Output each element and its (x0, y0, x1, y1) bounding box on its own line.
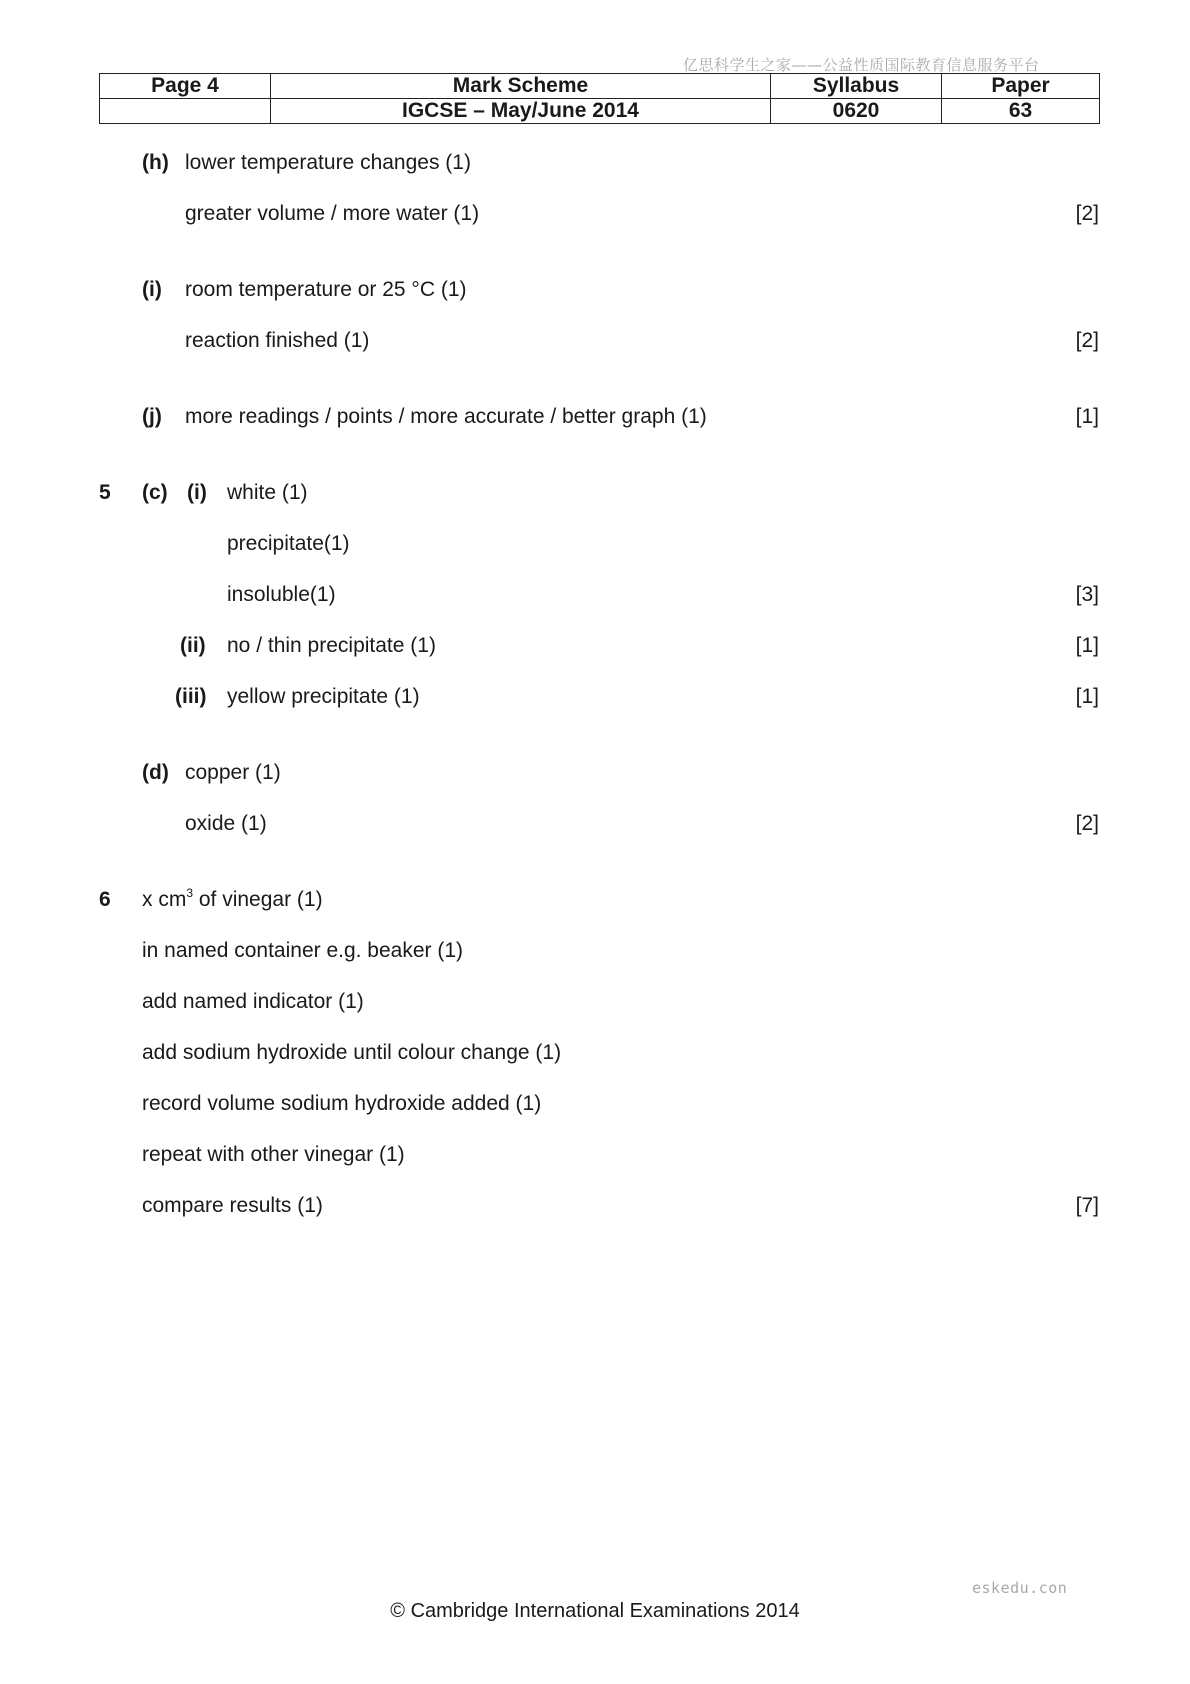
q6-line4: add sodium hydroxide until colour change (1) (142, 1041, 562, 1064)
q4j-mark: [1] (1075, 405, 1099, 428)
header-paper: Paper (942, 74, 1100, 99)
q4i-line2: reaction finished (1) (185, 329, 370, 352)
q5ci-line1: white (1) (227, 481, 308, 504)
watermark-bottom: eskedu.con (972, 1579, 1068, 1597)
q4h-line2: greater volume / more water (1) (185, 202, 480, 225)
q4i-line1: room temperature or 25 °C (1) (185, 278, 467, 301)
q6-line1-superscript: 3 (186, 886, 194, 900)
q4h-label: (h) (142, 151, 169, 174)
q6-line7: compare results (1) (142, 1194, 323, 1217)
q5ci-mark: [3] (1075, 583, 1099, 606)
header-table (99, 73, 1100, 124)
footer-copyright: © Cambridge International Examinations 2014 (390, 1600, 800, 1622)
header-exam: IGCSE – May/June 2014 (271, 99, 771, 124)
q6-mark: [7] (1075, 1194, 1099, 1217)
q4j-line1: more readings / points / more accurate / better graph (1) (185, 405, 707, 428)
q5cii-mark: [1] (1075, 634, 1099, 657)
header-paper-number: 63 (942, 99, 1100, 124)
q5ci-line3: insoluble(1) (227, 583, 336, 606)
q4h-mark: [2] (1075, 202, 1099, 225)
q4h-line1: lower temperature changes (1) (185, 151, 471, 174)
q6-line1-post: of vinegar (1) (193, 888, 323, 911)
q5cii-line1: no / thin precipitate (1) (227, 634, 436, 657)
q5ci-label: (i) (187, 481, 207, 504)
q6-line2: in named container e.g. beaker (1) (142, 939, 464, 962)
q5ciii-line1: yellow precipitate (1) (227, 685, 420, 708)
q6-line5: record volume sodium hydroxide added (1) (142, 1092, 542, 1115)
q6-number: 6 (99, 888, 111, 911)
header-mark-scheme: Mark Scheme (271, 74, 771, 99)
q5ciii-mark: [1] (1075, 685, 1099, 708)
header-empty-cell (100, 99, 271, 124)
q6-line1 (142, 888, 323, 912)
q5ciii-label: (iii) (175, 685, 207, 708)
header-page: Page 4 (100, 74, 271, 99)
q5c-label: (c) (142, 481, 168, 504)
watermark-top: 亿思科学生之家——公益性质国际教育信息服务平台 (683, 56, 1040, 74)
header-syllabus: Syllabus (771, 74, 942, 99)
q6-line6: repeat with other vinegar (1) (142, 1143, 405, 1166)
q5d-label: (d) (142, 761, 169, 784)
q6-line1-pre: x cm (142, 888, 187, 911)
q5-number: 5 (99, 481, 111, 504)
q5d-line1: copper (1) (185, 761, 281, 784)
q6-line3: add named indicator (1) (142, 990, 364, 1013)
q5d-line2: oxide (1) (185, 812, 267, 835)
q5cii-label: (ii) (180, 634, 206, 657)
q4i-label: (i) (142, 278, 162, 301)
header-syllabus-code: 0620 (771, 99, 942, 124)
q4i-mark: [2] (1075, 329, 1099, 352)
q5d-mark: [2] (1075, 812, 1099, 835)
q4j-label: (j) (142, 405, 162, 428)
q5ci-line2: precipitate(1) (227, 532, 350, 555)
